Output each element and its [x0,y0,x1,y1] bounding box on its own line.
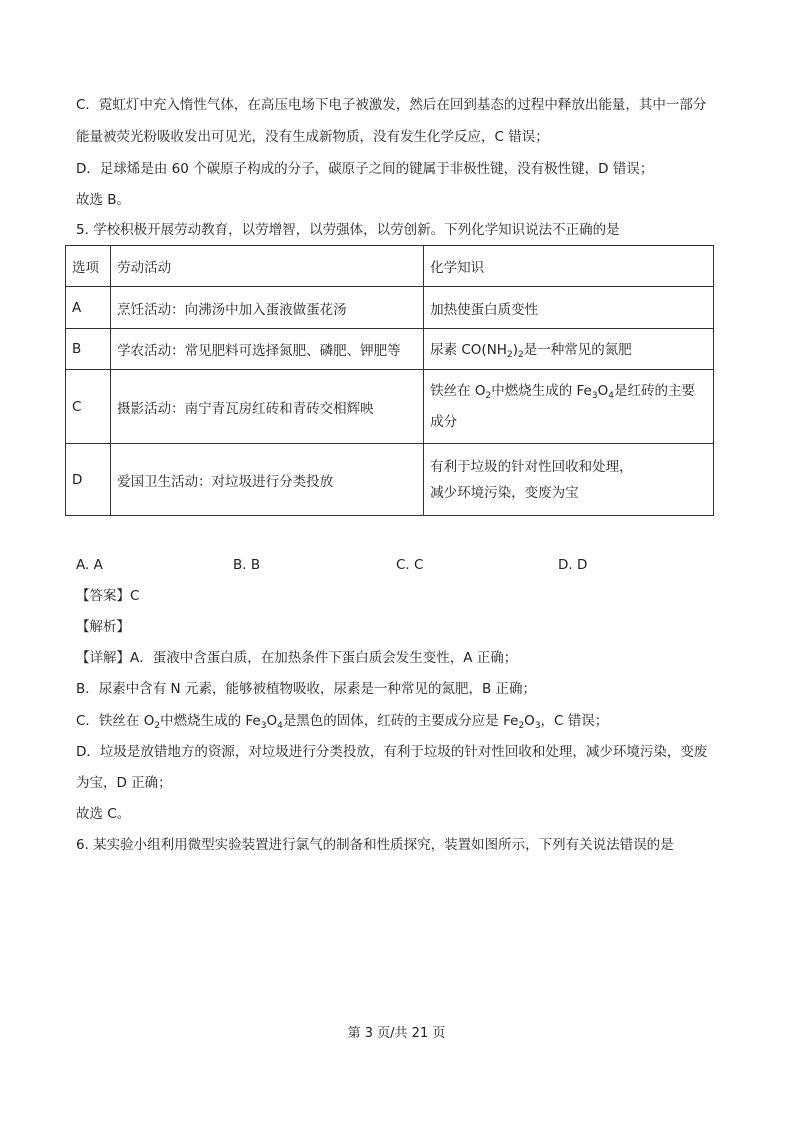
q4-conclusion: 故选 B。 [76,192,131,208]
detail-c [76,711,608,736]
answer-value: C [130,588,140,604]
q5-table [65,245,714,516]
text-segment: 中燃烧生成的 Fe [491,383,592,399]
q5-stem: 5. 学校积极开展劳动教育，以劳增智，以劳强体，以劳创新。下列化学知识说法不正确的是 [76,222,620,238]
page-footer: 第 3 页/共 21 页 [347,1026,446,1041]
option-c: C. C [396,557,424,573]
text-segment: 是黑色的固体，红砖的主要成分应是 Fe [282,713,519,729]
table-cell-activity: 学农活动：常见肥料可选择氮肥、磷肥、钾肥等 [111,329,424,370]
table-row [66,287,714,329]
table-cell-knowledge [424,444,714,516]
option-d: D. D [558,557,588,573]
table-header-option: 选项 [66,246,111,287]
detail-d-line2: 为宝，D 正确； [76,775,172,791]
table-cell-knowledge [424,329,714,370]
answer-line [76,586,139,606]
knowledge-line1 [430,378,707,409]
text-segment: 是红砖的主要 [613,383,695,399]
subscript: 3 [534,721,541,731]
subscript: 3 [591,391,598,401]
subscript: 2 [517,350,524,360]
detail-b: B．尿素中含有 N 元素，能够被植物吸收，尿素是一种常见的氮肥，B 正确； [76,681,536,697]
detail-label: 【详解】 [76,650,130,666]
table-cell-activity: 爱国卫生活动：对垃圾进行分类投放 [111,444,424,516]
q4-option-c-explanation-line2: 能量被荧光粉吸收发出可见光，没有生成新物质，没有发生化学反应，C 错误； [76,129,549,145]
detail-a [76,648,517,668]
urea-knowledge-tail: 是一种常见的氮肥 [523,342,632,358]
table-cell-activity: 摄影活动：南宁青瓦房红砖和青砖交相辉映 [111,370,424,444]
table-cell-knowledge: 加热使蛋白质变性 [424,287,714,329]
subscript: 2 [154,721,161,731]
text-segment: C．铁丝在 O [76,713,155,729]
answer-label: 【答案】 [76,588,130,604]
knowledge-line2: 减少环境污染，变废为宝 [430,484,579,501]
subscript: 4 [277,721,283,731]
table-header-activity: 劳动活动 [111,246,424,287]
table-cell-option: A [66,287,111,329]
q6-stem: 6. 某实验小组利用微型实验装置进行氯气的制备和性质探究，装置如图所示，下列有关说法错误的是 [76,837,674,853]
subscript: 2 [518,721,525,731]
table-cell-option: D [66,444,111,516]
urea-formula-pre: 尿素 CO(NH [430,342,507,358]
text-segment: O [597,383,609,399]
text-segment: ，C 错误； [540,713,609,729]
subscript: 2 [485,391,492,401]
table-cell-option: C [66,370,111,444]
table-row [66,444,714,516]
urea-formula-close: ) [512,342,518,358]
table-row [66,370,714,444]
table-header-knowledge: 化学知识 [424,246,714,287]
table-cell-knowledge [424,370,714,444]
table-cell-option: B [66,329,111,370]
text-segment: O [524,713,535,729]
subscript: 4 [608,391,614,401]
text-segment: 中燃烧生成的 Fe [160,713,261,729]
q5-options [76,555,696,575]
text-segment: O [266,713,278,729]
subscript: 2 [506,350,513,360]
analysis-label: 【解析】 [76,619,130,635]
knowledge-line2: 成分 [430,414,458,430]
table-row [66,329,714,370]
q4-option-d-explanation: D．足球烯是由 60 个碳原子构成的分子，碳原子之间的键属于非极性键，没有极性键，D 错误； [76,161,654,177]
detail-a-text: A．蛋液中含蛋白质，在加热条件下蛋白质会发生变性，A 正确； [130,650,518,666]
q5-conclusion: 故选 C。 [76,806,131,822]
subscript: 3 [260,721,267,731]
q4-option-c-explanation-line1: C．霓虹灯中充入惰性气体，在高压电场下电子被激发，然后在回到基态的过程中释放出能量，其中一部分 [76,97,707,113]
table-cell-activity: 烹饪活动：向沸汤中加入蛋液做蛋花汤 [111,287,424,329]
knowledge-line1: 有利于垃圾的针对性回收和处理， [430,458,633,475]
option-b: B. B [233,557,261,573]
table-header-row [66,246,714,287]
text-segment: 铁丝在 O [430,383,486,399]
detail-d-line1: D．垃圾是放错地方的资源，对垃圾进行分类投放，有利于垃圾的针对性回收和处理，减少环境污染，变废 [76,744,708,760]
option-a: A. A [76,557,103,573]
